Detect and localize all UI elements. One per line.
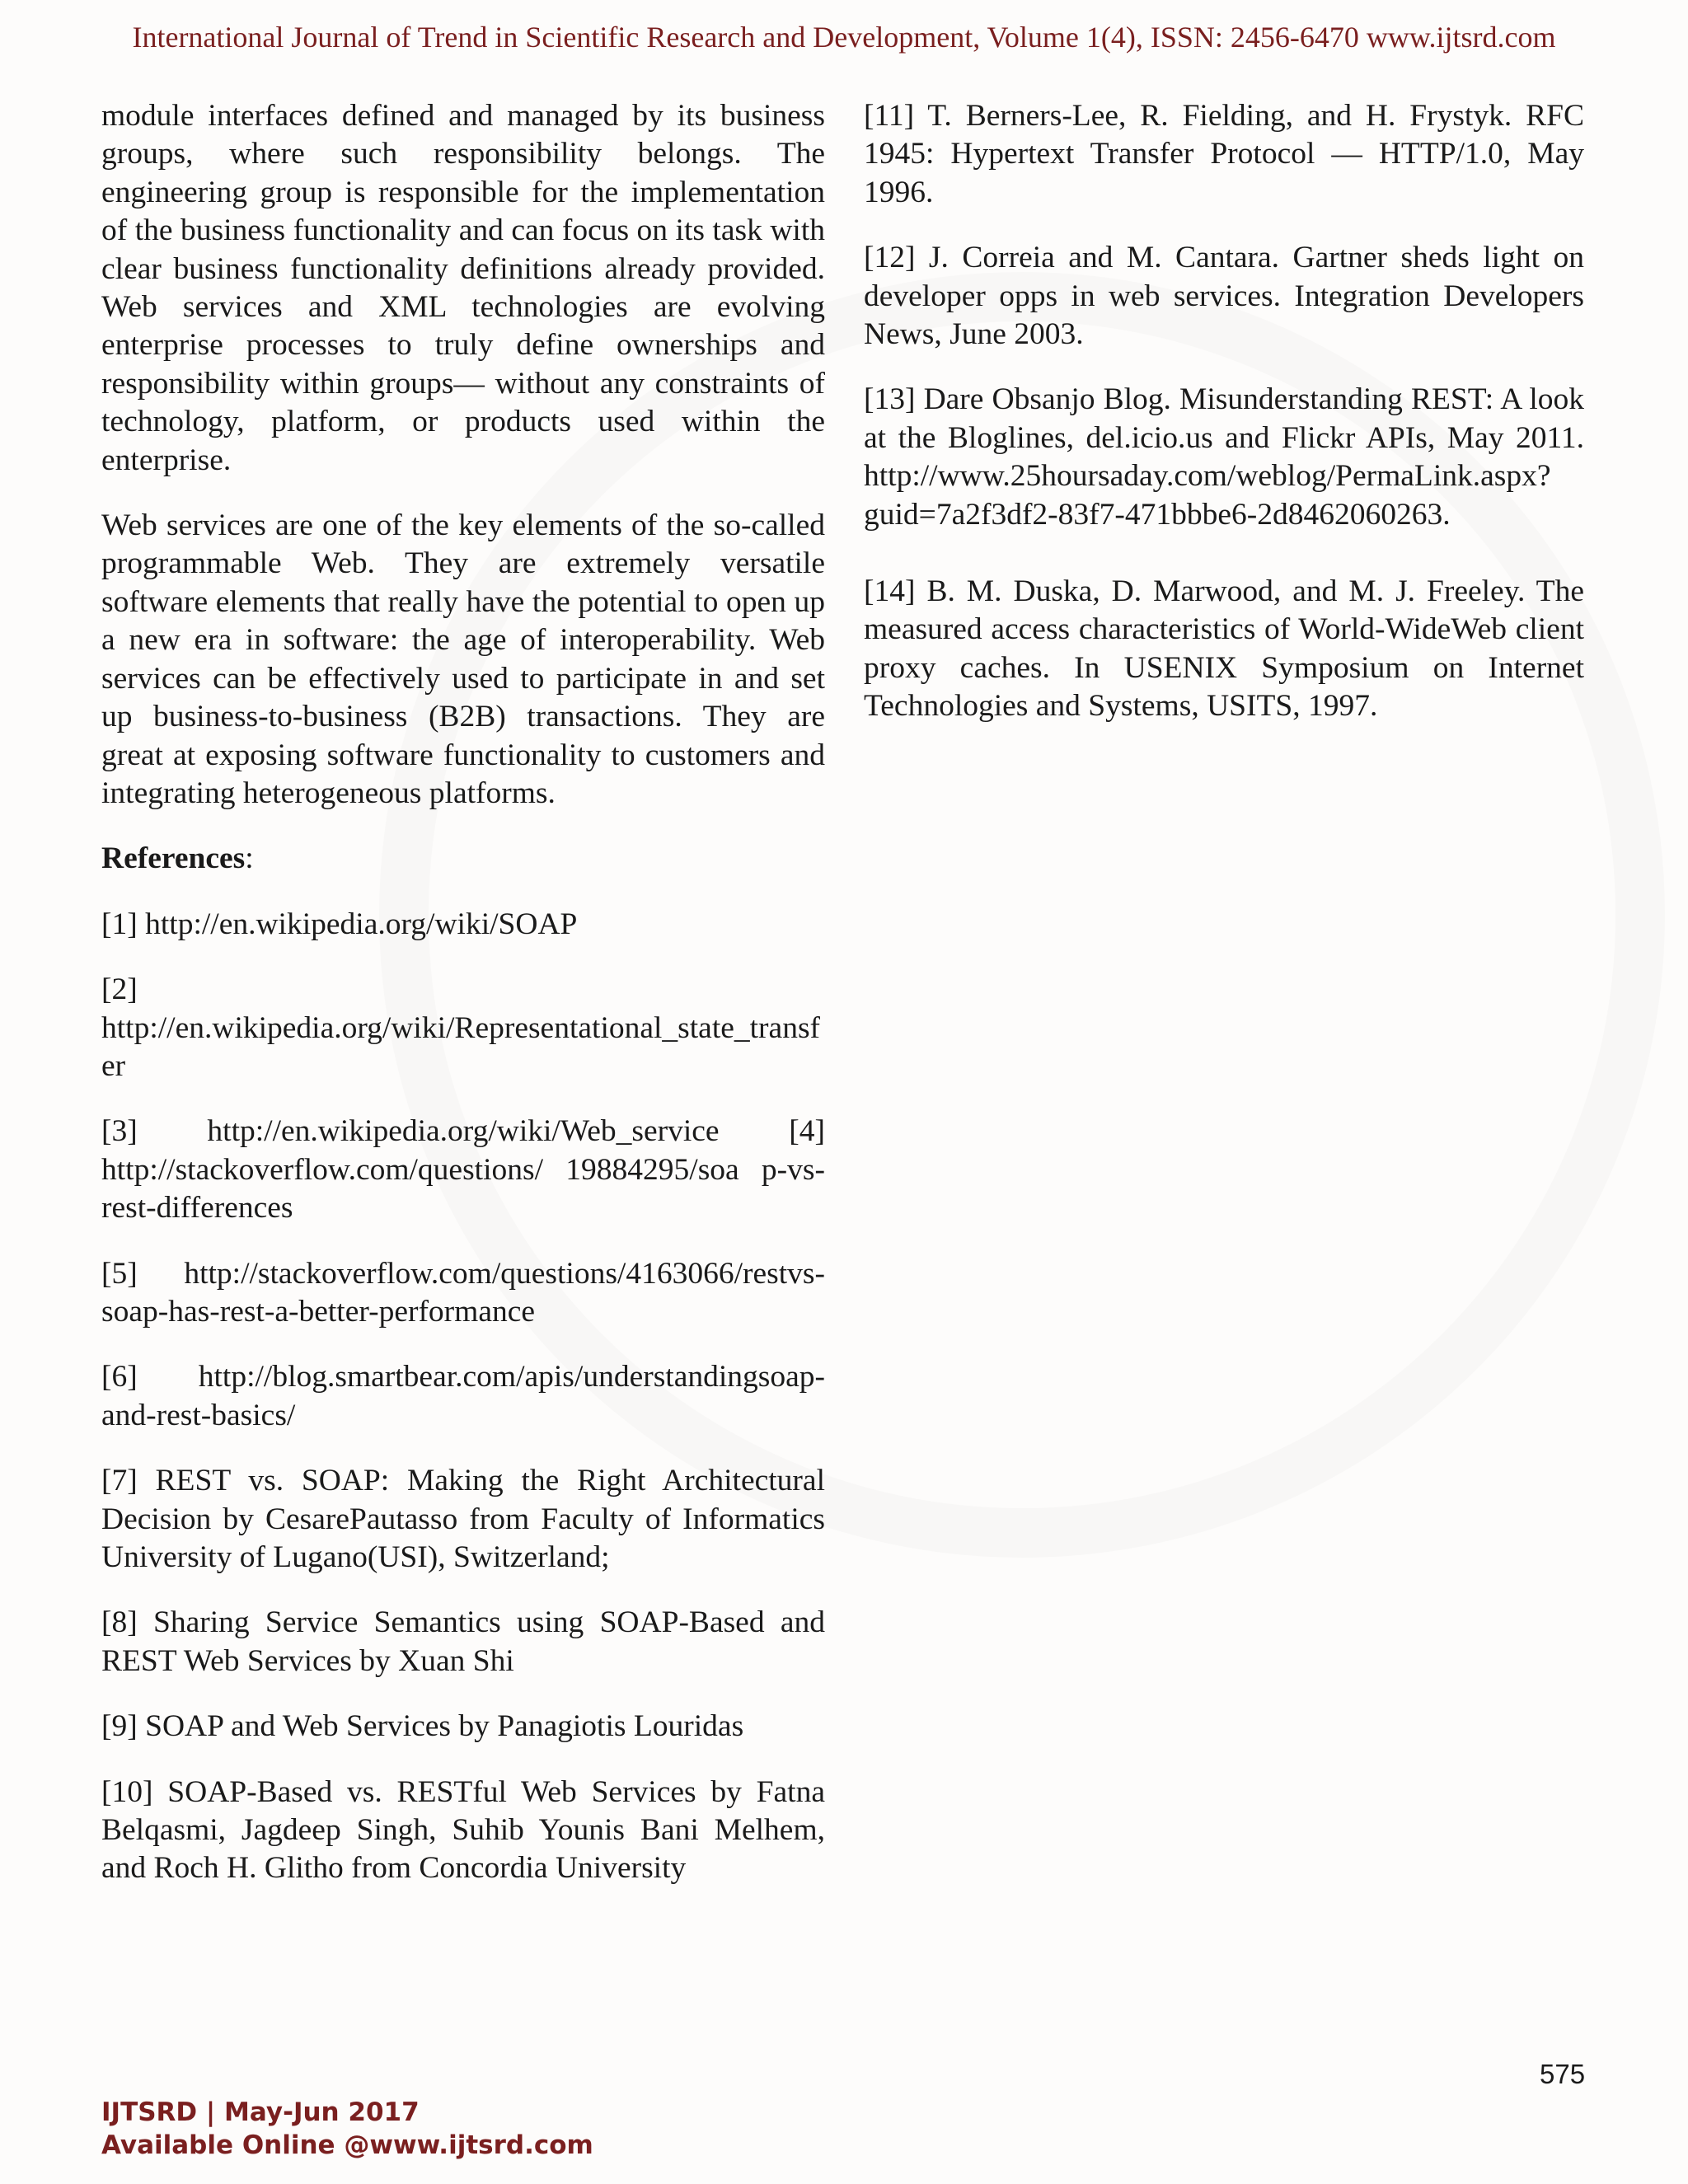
reference-item: [12] J. Correia and M. Cantara. Gartner sheds light on developer opps in web services. Integration Developers News, June 2003. bbox=[864, 241, 1584, 352]
references-heading bbox=[101, 840, 825, 878]
footer-journal-issue: IJTSRD | May-Jun 2017 bbox=[101, 2097, 420, 2127]
reference-item: [10] SOAP-Based vs. RESTful Web Services by Fatna Belqasmi, Jagdeep Singh, Suhib Younis Bani Melhem, and Roch H. Glitho from Concordia University bbox=[101, 1774, 825, 1886]
reference-item: [14] B. M. Duska, D. Marwood, and M. J. Freeley. The measured access characteristics of World-WideWeb client proxy caches. In USENIX Symposium on Internet Technologies and Systems, USITS, 1997. bbox=[864, 574, 1584, 724]
reference-item: [9] SOAP and Web Services by Panagiotis Louridas bbox=[101, 1709, 744, 1744]
reference-item: [13] Dare Obsanjo Blog. Misunderstanding REST: A look at the Bloglines, del.icio.us and Flickr APIs, May 2011. http://www.25hoursaday.com/weblog/PermaLink.aspx?guid=7a2f3df2-83f7-471bbbe6-2d8462060263. bbox=[864, 382, 1584, 532]
reference-item: [2] http://en.wikipedia.org/wiki/Representational_state_transfer bbox=[101, 972, 821, 1083]
reference-item: [8] Sharing Service Semantics using SOAP-Based and REST Web Services by Xuan Shi bbox=[101, 1605, 825, 1678]
reference-item: [6] http://blog.smartbear.com/apis/understandingsoap-and-rest-basics/ bbox=[101, 1360, 825, 1432]
page-footer bbox=[101, 2096, 593, 2162]
reference-item: [7] REST vs. SOAP: Making the Right Architectural Decision by CesarePautasso from Faculty of Informatics University of Lugano(USI), Switzerland; bbox=[101, 1464, 825, 1574]
right-column bbox=[864, 97, 1584, 753]
left-column bbox=[101, 97, 825, 1915]
references-heading-colon: : bbox=[245, 841, 254, 876]
footer-availability: Available Online @www.ijtsrd.com bbox=[101, 2130, 593, 2160]
running-header: International Journal of Trend in Scientific Research and Development, Volume 1(4), ISSN: 2456-6470 www.ijtsrd.com bbox=[132, 21, 1556, 54]
reference-item: [1] http://en.wikipedia.org/wiki/SOAP bbox=[101, 907, 578, 941]
body-paragraph: module interfaces defined and managed by its business groups, where such responsibility belongs. The engineering group is responsible for the implementation of the business functionality and can focus on its task with clear business functionality definitions already provided. Web services and XML technologies are evolving enterprise processes to truly define ownerships and responsibility within groups— without any constraints of technology, platform, or products used within the enterprise. bbox=[101, 99, 825, 477]
reference-item: [3] http://en.wikipedia.org/wiki/Web_service [4] http://stackoverflow.com/questions/ 19884295/soa p-vs-rest-differences bbox=[101, 1114, 825, 1226]
page-number: 575 bbox=[1540, 2059, 1586, 2089]
reference-item: [11] T. Berners-Lee, R. Fielding, and H. Frystyk. RFC 1945: Hypertext Transfer Protocol — HTTP/1.0, May 1996. bbox=[864, 99, 1584, 209]
references-heading-label: References bbox=[101, 841, 246, 876]
reference-item: [5] http://stackoverflow.com/questions/4163066/restvs-soap-has-rest-a-better-performance bbox=[101, 1256, 825, 1329]
body-paragraph: Web services are one of the key elements of the so-called programmable Web. They are extremely versatile software elements that really have the potential to open up a new era in software: the age of interoperability. Web services can be effectively used to participate in and set up business-to-business (B2B) transactions. They are great at exposing software functionality to customers and integrating heterogeneous platforms. bbox=[101, 509, 825, 810]
